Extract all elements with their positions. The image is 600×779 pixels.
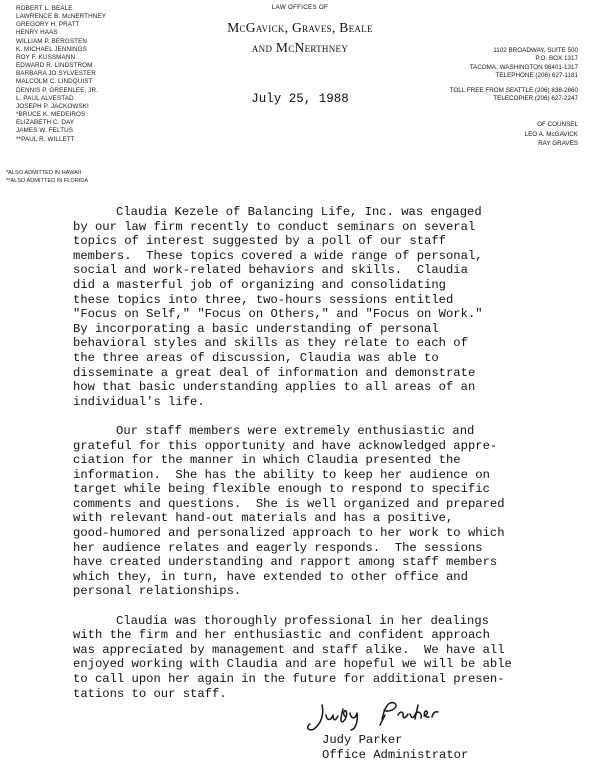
attorney-name: ROBERT L. BEALE [16, 5, 73, 12]
body-line: disseminate a great deal of information and demonstrate [73, 365, 476, 380]
body-line: ciation for the manner in which Claudia presented the [73, 453, 461, 468]
letter-date: July 25, 1988 [251, 92, 349, 106]
body-line: behavioral styles and skills as they relate to each of [73, 336, 468, 351]
address-line: TACOMA, WASHINGTON 98401-1317 [469, 63, 578, 71]
admission-note: **ALSO ADMITTED IN FLORIDA [6, 177, 89, 184]
body-line: enjoyed working with Claudia and are hopeful we will be able [73, 657, 512, 672]
typed-signer-name: Judy Parker [322, 733, 403, 747]
paragraph-1 [73, 205, 573, 409]
firm-name-line-2: and McNerthney [251, 40, 349, 55]
signer-title: Office Administrator [322, 747, 469, 762]
attorney-name: **PAUL R. WILLETT [16, 135, 75, 143]
of-counsel-heading: OF COUNSEL [537, 121, 578, 128]
body-line: tations to our staff. [73, 686, 227, 701]
body-line: good-humored and personalized approach to her work to which [73, 526, 505, 541]
body-line: information. She has the ability to keep her audience on [73, 467, 490, 482]
toll-free-number: TOLL FREE FROM SEATTLE (206) 838-2860 [449, 87, 578, 94]
attorney-name: K. MICHAEL JENNINGS [16, 45, 87, 53]
body-line: target while being flexible enough to respond to specific [73, 482, 490, 497]
body-line: Claudia Kezele of Balancing Life, Inc. was engaged [116, 205, 482, 219]
toll-free-block [378, 87, 578, 104]
telephone: TELEPHONE (206) 627-1181 [495, 71, 578, 79]
signature-drawing [300, 697, 470, 737]
body-line: by our law firm recently to conduct seminars on several [73, 219, 476, 234]
of-counsel-block [418, 121, 578, 148]
attorney-name: LAWRENCE B. McNERTHNEY [16, 13, 107, 21]
body-line: these topics into three, two-hours sessions entitled [73, 292, 454, 307]
address-line: P.O. BOX 1317 [535, 55, 578, 63]
paragraph-3 [73, 614, 573, 702]
attorney-name: EDWARD R. LINDSTROM [16, 62, 93, 70]
telecopier-number: TELECOPIER (206) 627-2247 [493, 95, 578, 103]
body-line: with relevant hand-out materials and has a positive, [73, 511, 454, 526]
attorney-name: ELIZABETH C. DAY [16, 119, 75, 127]
body-line: By incorporating a basic understanding of personal [73, 321, 439, 336]
attorney-list [16, 5, 126, 144]
body-line: did a masterful job of organizing and consolidating [73, 277, 446, 292]
admission-notes [6, 170, 88, 185]
of-counsel-name: RAY GRAVES [538, 139, 578, 147]
attorney-name: DENNIS P. GREENLEE, JR. [16, 86, 98, 94]
attorney-name: BARBARA JO SYLVESTER [16, 70, 96, 78]
attorney-name: JAMES W. FELTUS [16, 127, 74, 135]
body-line: individual's life. [73, 394, 205, 409]
address-line: 1102 BROADWAY, SUITE 500 [493, 47, 578, 54]
law-offices-label: LAW OFFICES OF [271, 4, 329, 11]
attorney-name: WILLIAM P. BERGSTEN [16, 37, 88, 45]
body-line: members. These topics covered a wide range of personal, [73, 248, 483, 263]
body-line: social and work-related behaviors and skills. Claudia [73, 263, 468, 278]
body-line: grateful for this opportunity and have acknowledged appre- [73, 438, 498, 453]
body-line: Our staff members were extremely enthusiastic and [116, 423, 475, 438]
firm-name-line-1: McGavick, Graves, Beale [227, 20, 373, 35]
body-line: "Focus on Self," "Focus on Others," and "Focus on Work." [73, 307, 483, 322]
body-line: was appreciated by management and staff alike. We have all [73, 642, 505, 657]
body-line: Claudia was thoroughly professional in her dealings [116, 613, 489, 628]
body-line: which they, in turn, have extended to other office and [73, 569, 468, 584]
of-counsel-name: LEO A. McGAVICK [524, 131, 578, 139]
body-line: how that basic understanding applies to all areas of an [73, 380, 476, 395]
office-address [418, 47, 578, 80]
attorney-name: L. PAUL ALVESTAD [16, 94, 74, 102]
letter-body [73, 205, 573, 716]
attorney-name: HENRY HAAS [16, 29, 58, 37]
paragraph-2 [73, 424, 573, 599]
firm-name [180, 18, 420, 58]
body-line: with the firm and her enthusiastic and confident approach [73, 628, 490, 643]
body-line: have created understanding and rapport among staff members [73, 555, 498, 570]
attorney-name: MALCOLM C. LINDQUIST [16, 78, 93, 86]
attorney-name: *BRUCE K. MEDEIROS [16, 111, 86, 119]
signature-block [322, 733, 468, 762]
handwritten-signature [300, 697, 470, 737]
attorney-name: GREGORY H. PRATT [16, 21, 80, 29]
body-line: the three areas of discussion, Claudia was able to [73, 350, 439, 365]
attorney-name: JOSEPH P. JACKOWSKI [16, 102, 89, 110]
body-line: comments and questions. She is well organized and prepared [73, 496, 505, 511]
body-line: topics of interest suggested by a poll of our staff [73, 234, 446, 249]
admission-note: *ALSO ADMITTED IN HAWAII [6, 170, 82, 176]
body-line: her audience relates and eagerly responds. The sessions [73, 540, 483, 555]
attorney-name: ROY F. KUSSMANN [16, 53, 76, 61]
body-line: personal relationships. [73, 584, 242, 599]
body-line: to call upon her again in the future for additional presen- [73, 672, 505, 686]
